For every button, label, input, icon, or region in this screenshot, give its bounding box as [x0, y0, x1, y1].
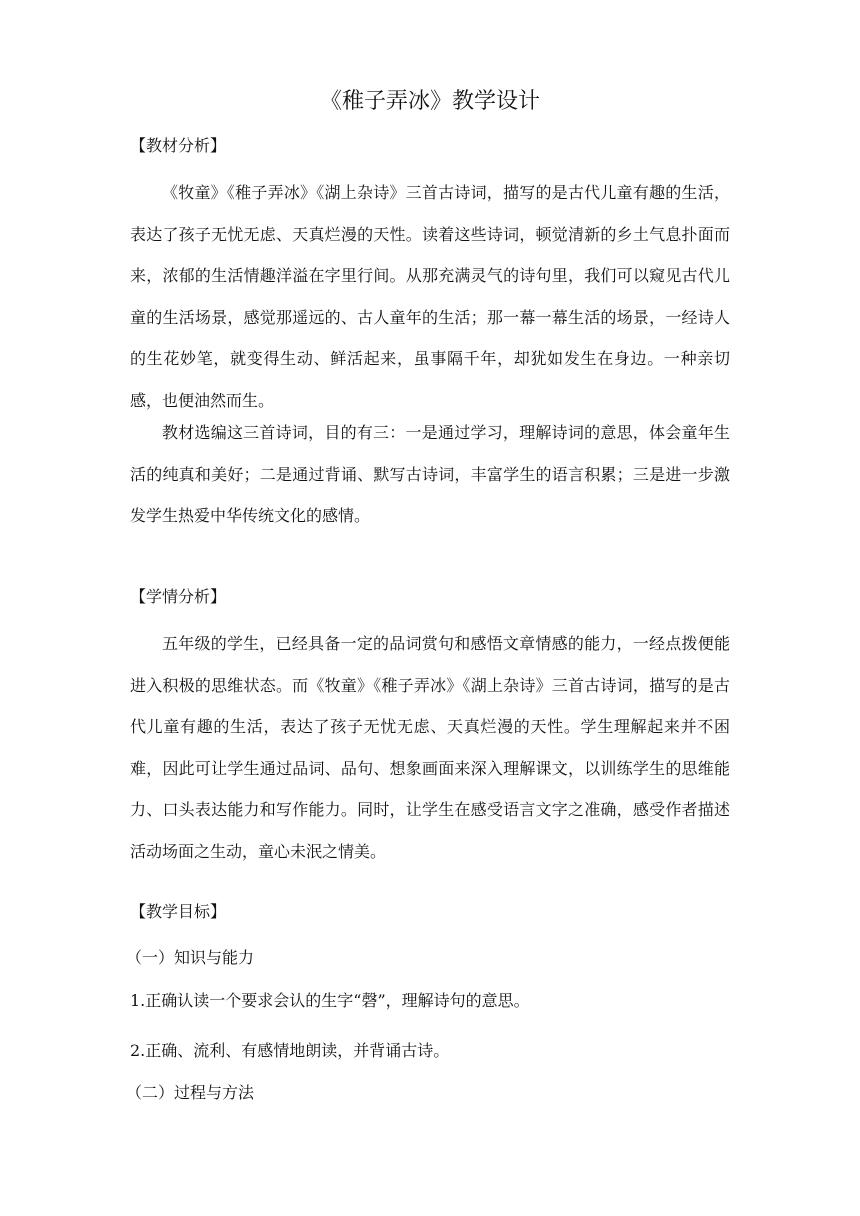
material-analysis-paragraph-1: 《牧童》《稚子弄冰》《湖上杂诗》三首古诗词，描写的是古代儿童有趣的生活，表达了孩子无忧无虑、天真烂漫的天性。读着这些诗词，顿觉清新的乡土气息扑面而来，浓郁的生活情趣洋溢在字里行间。从那充满灵气的诗句里，我们可以窥见古代儿童的生活场景，感觉那遥远的、古人童年的生活；那一幕一幕生活的场景，一经诗人的生花妙笔，就变得生动、鲜活起来，虽事隔千年，却犹如发生在身边。一种亲切感，也便油然而生。 [130, 183, 730, 410]
goal-item-2: 2.正确、流利、有感情地朗读，并背诵古诗。 [130, 1041, 450, 1060]
goal-subheading-knowledge: （一）知识与能力 [126, 948, 255, 967]
student-analysis-paragraph: 五年级的学生，已经具备一定的品词赏句和感悟文章情感的能力，一经点拨便能进入积极的思维状态。而《牧童》《稚子弄冰》《湖上杂诗》三首古诗词，描写的是古代儿童有趣的生活，表达了孩子无忧无虑、天真烂漫的天性。学生理解起来并不困难，因此可让学生通过品词、品句、想象画面来深入理解课文，以训练学生的思维能力、口头表达能力和写作能力。同时，让学生在感受语言文字之准确，感受作者描述活动场面之生动，童心未泯之情美。 [130, 634, 730, 861]
section-heading-material-analysis: 【教材分析】 [130, 136, 227, 155]
goal-item-1: 1.正确认读一个要求会认的生字“磬”，理解诗句的意思。 [130, 991, 530, 1010]
section-heading-teaching-goals: 【教学目标】 [130, 902, 227, 921]
document-title: 《稚子弄冰》教学设计 [319, 89, 540, 114]
section-heading-student-analysis: 【学情分析】 [130, 587, 227, 606]
goal-subheading-process: （二）过程与方法 [126, 1083, 255, 1102]
material-analysis-paragraph-2: 教材选编这三首诗词，目的有三：一是通过学习，理解诗词的意思，体会童年生活的纯真和美好；二是通过背诵、默写古诗词，丰富学生的语言积累；三是进一步激发学生热爱中华传统文化的感情。 [130, 423, 730, 525]
